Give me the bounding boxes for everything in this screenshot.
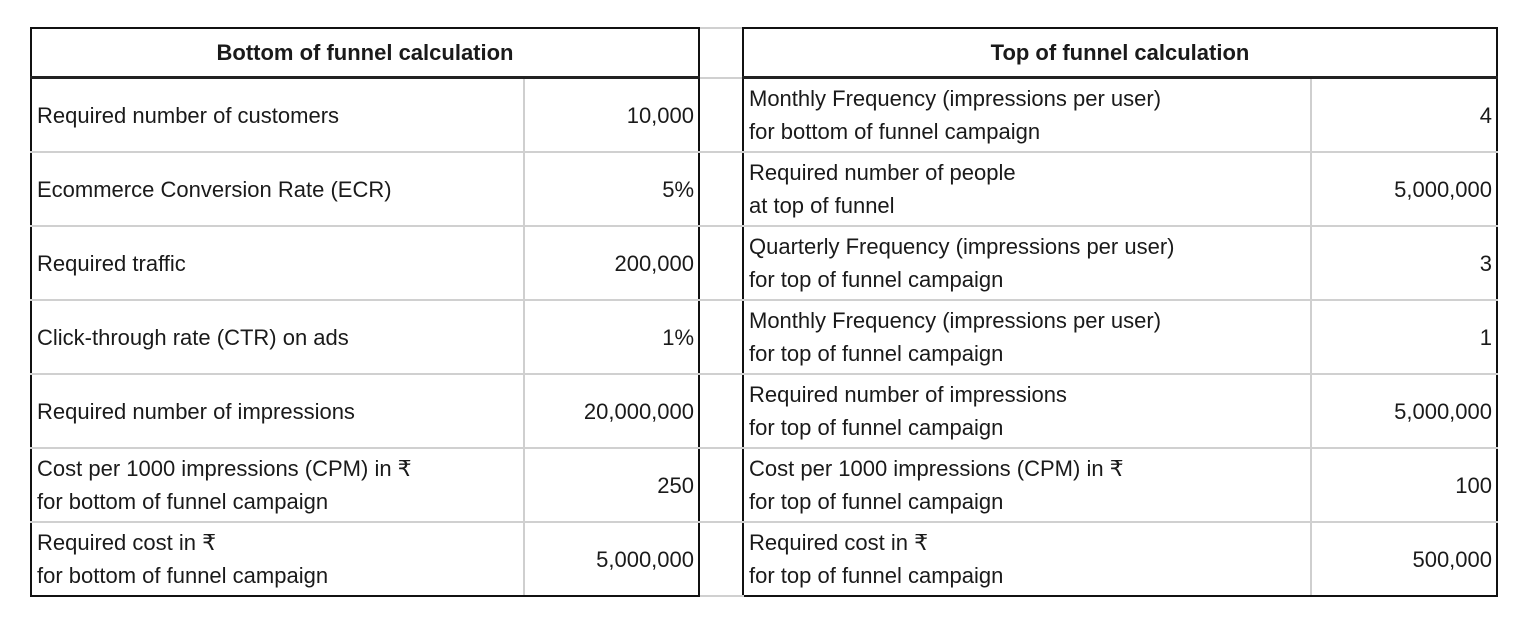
label-line: for bottom of funnel campaign	[37, 489, 329, 514]
label-line: Required cost in ₹	[749, 530, 929, 555]
label-line: Monthly Frequency (impressions per user)	[749, 86, 1162, 111]
top-funnel-row-value[interactable]: 1	[1311, 300, 1497, 374]
label-line: Required number of customers	[37, 102, 340, 128]
bottom-funnel-row-value[interactable]: 20,000,000	[524, 374, 699, 448]
header-row	[31, 28, 1497, 78]
spacer-cell	[699, 152, 743, 226]
top-funnel-row-value[interactable]: 500,000	[1311, 522, 1497, 596]
label-line: Ecommerce Conversion Rate (ECR)	[37, 176, 392, 202]
top-funnel-row-value[interactable]: 5,000,000	[1311, 152, 1497, 226]
label-line: Required number of impressions	[749, 382, 1067, 407]
top-funnel-row-label[interactable]	[743, 448, 1311, 522]
label-line: for bottom of funnel campaign	[37, 563, 329, 588]
table-row	[31, 448, 1497, 522]
funnel-calculation-sheet	[30, 27, 1498, 597]
table-row	[31, 522, 1497, 596]
label-line: Monthly Frequency (impressions per user)	[749, 308, 1162, 333]
bottom-funnel-row-label[interactable]	[31, 374, 524, 448]
table-row	[31, 300, 1497, 374]
top-funnel-row-value[interactable]: 100	[1311, 448, 1497, 522]
bottom-funnel-title: Bottom of funnel calculation	[31, 28, 699, 78]
spacer-cell	[699, 78, 743, 153]
table-row	[31, 374, 1497, 448]
spacer-cell	[699, 28, 743, 78]
label-line: Quarterly Frequency (impressions per user)	[749, 234, 1175, 259]
label-line: Click-through rate (CTR) on ads	[37, 324, 349, 350]
label-line: Required cost in ₹	[37, 530, 217, 555]
spacer-cell	[699, 226, 743, 300]
bottom-funnel-row-value[interactable]: 10,000	[524, 78, 699, 153]
top-funnel-row-value[interactable]: 5,000,000	[1311, 374, 1497, 448]
spacer-cell	[699, 374, 743, 448]
label-line: Cost per 1000 impressions (CPM) in ₹	[749, 456, 1124, 481]
bottom-funnel-row-value[interactable]: 1%	[524, 300, 699, 374]
bottom-funnel-row-label[interactable]	[31, 448, 524, 522]
label-line: for top of funnel campaign	[749, 267, 1004, 292]
label-line: Required traffic	[37, 250, 186, 276]
top-funnel-row-value[interactable]: 3	[1311, 226, 1497, 300]
spacer-cell	[699, 448, 743, 522]
bottom-funnel-row-label[interactable]	[31, 226, 524, 300]
top-funnel-row-label[interactable]	[743, 522, 1311, 596]
bottom-funnel-row-value[interactable]: 250	[524, 448, 699, 522]
label-line: for bottom of funnel campaign	[749, 119, 1041, 144]
top-funnel-row-label[interactable]	[743, 374, 1311, 448]
top-funnel-title: Top of funnel calculation	[743, 28, 1497, 78]
table-row	[31, 226, 1497, 300]
top-funnel-row-label[interactable]	[743, 300, 1311, 374]
bottom-funnel-row-label[interactable]	[31, 300, 524, 374]
table-row	[31, 152, 1497, 226]
bottom-funnel-row-value[interactable]: 5,000,000	[524, 522, 699, 596]
table-row	[31, 78, 1497, 153]
top-funnel-row-label[interactable]	[743, 226, 1311, 300]
funnel-tables	[30, 27, 1498, 597]
label-line: Cost per 1000 impressions (CPM) in ₹	[37, 456, 412, 481]
label-line: for top of funnel campaign	[749, 489, 1004, 514]
bottom-funnel-row-label[interactable]	[31, 78, 524, 153]
top-funnel-row-label[interactable]	[743, 78, 1311, 153]
top-funnel-row-label[interactable]	[743, 152, 1311, 226]
label-line: for top of funnel campaign	[749, 415, 1004, 440]
bottom-funnel-row-label[interactable]	[31, 152, 524, 226]
label-line: for top of funnel campaign	[749, 341, 1004, 366]
top-funnel-row-value[interactable]: 4	[1311, 78, 1497, 153]
bottom-funnel-row-label[interactable]	[31, 522, 524, 596]
label-line: at top of funnel	[749, 193, 895, 218]
spacer-cell	[699, 522, 743, 596]
bottom-funnel-row-value[interactable]: 5%	[524, 152, 699, 226]
spacer-cell	[699, 300, 743, 374]
label-line: Required number of impressions	[37, 398, 355, 424]
label-line: Required number of people	[749, 160, 1016, 185]
bottom-funnel-row-value[interactable]: 200,000	[524, 226, 699, 300]
label-line: for top of funnel campaign	[749, 563, 1004, 588]
